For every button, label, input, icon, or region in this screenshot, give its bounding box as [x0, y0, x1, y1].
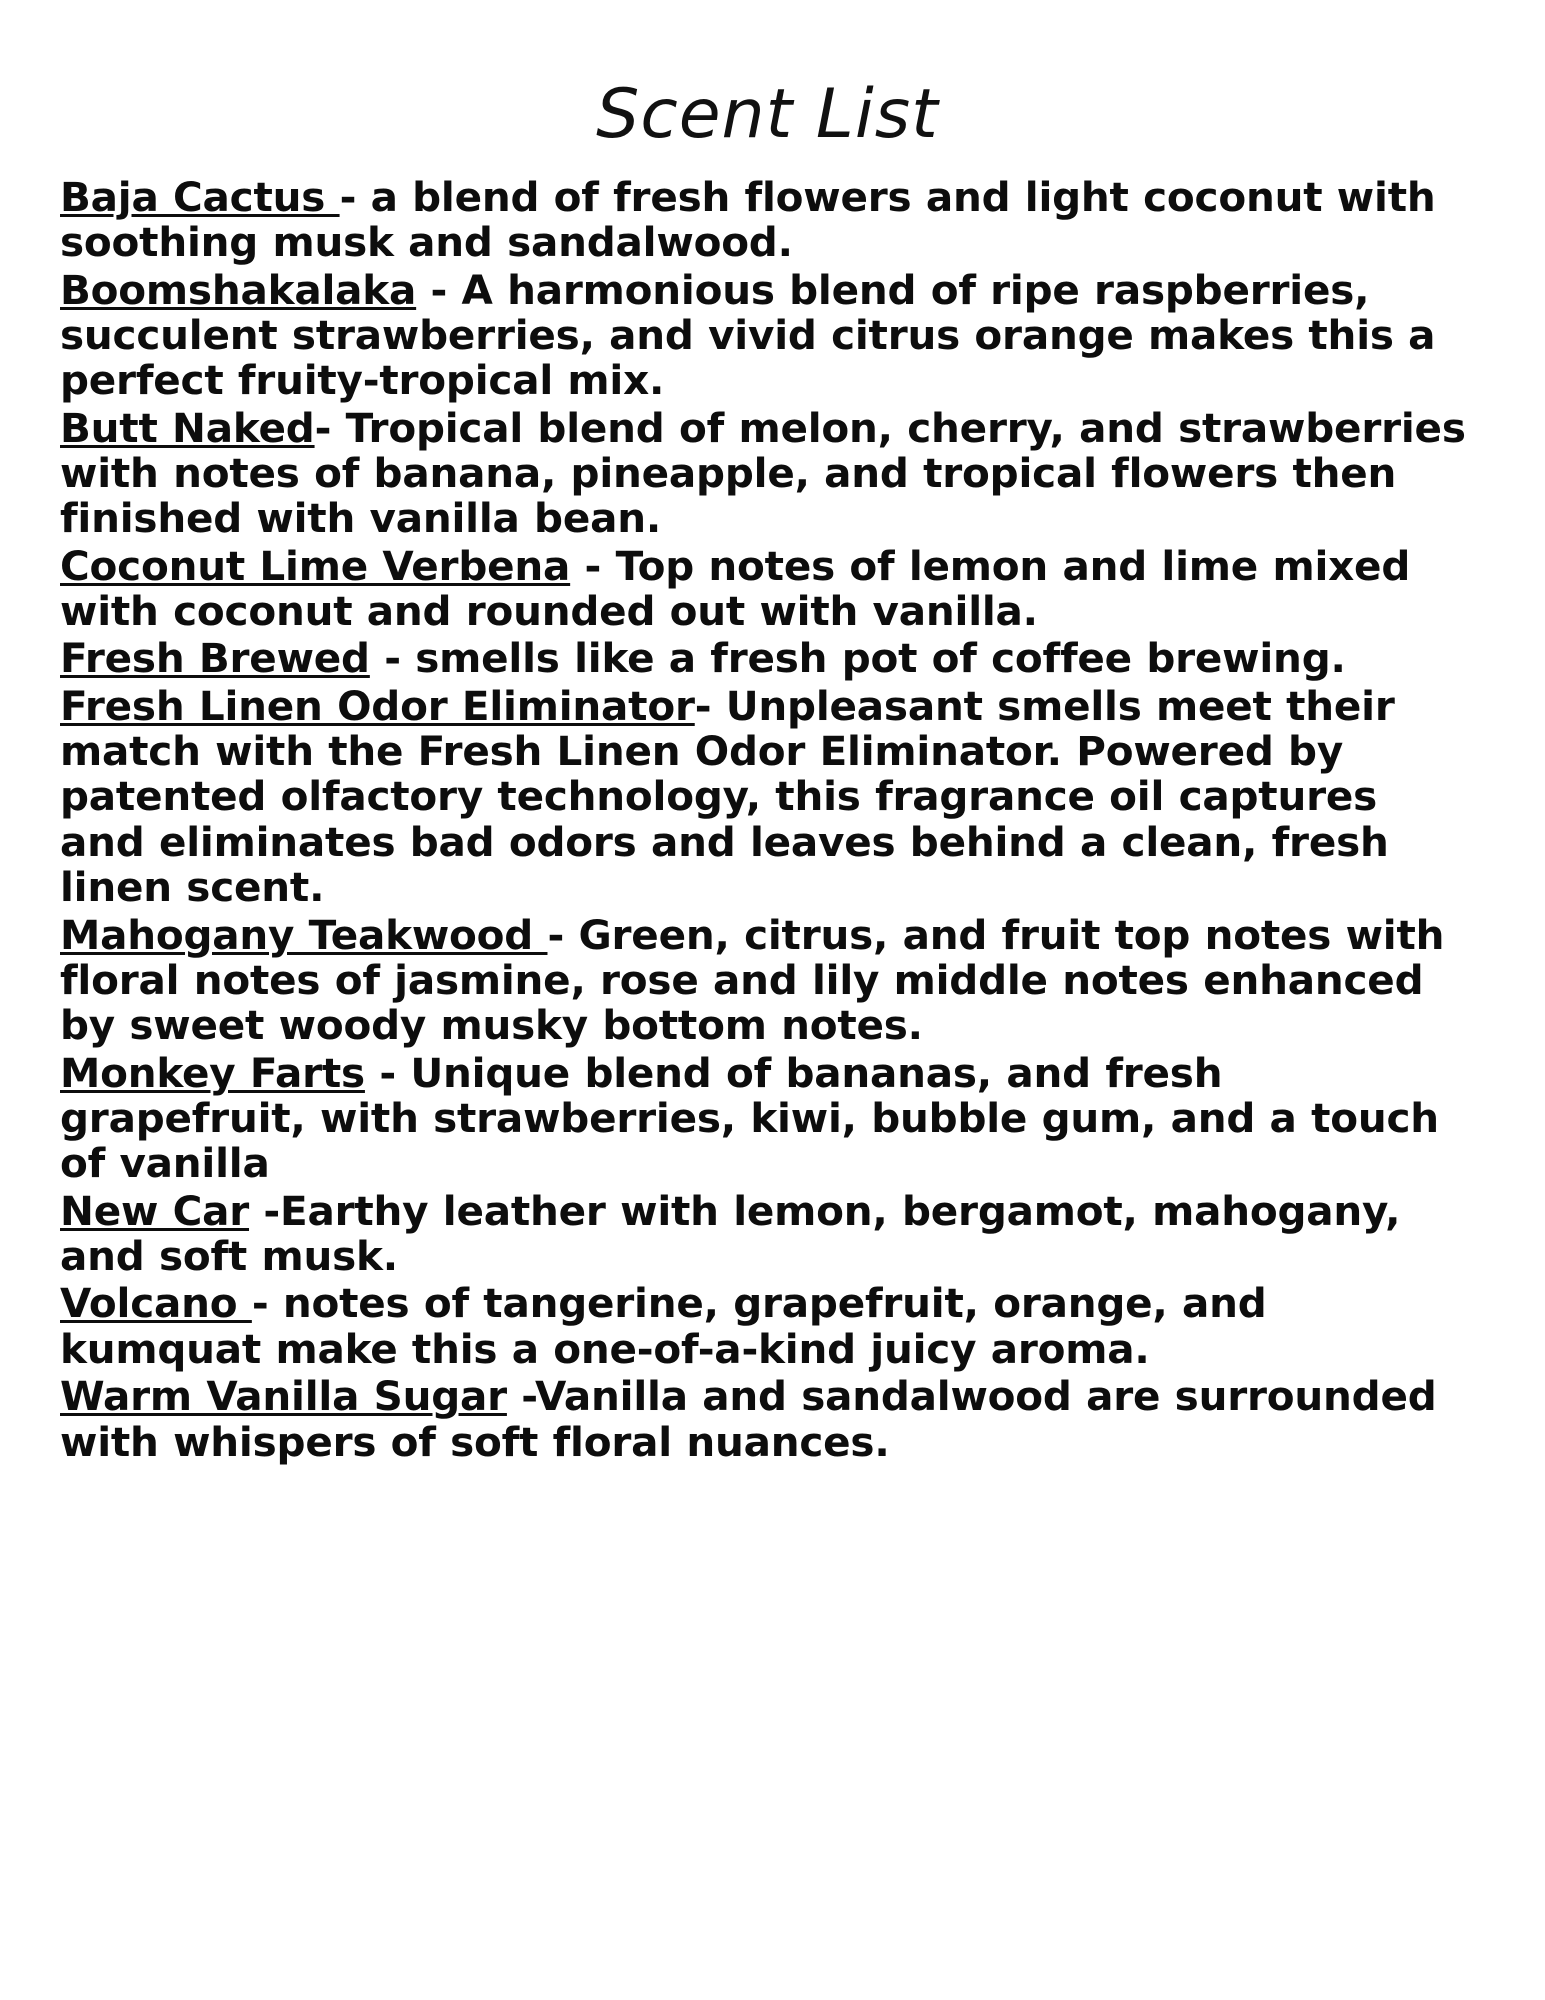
page-title: Scent List	[596, 75, 939, 154]
list-item	[60, 1186, 1475, 1281]
scent-description: - a blend of fresh flowers and light coconut with soothing musk and sandalwood.	[60, 172, 1436, 267]
list-item	[60, 541, 1475, 636]
list-item	[60, 172, 1475, 267]
list-item	[60, 265, 1475, 405]
scent-name: Boomshakalaka	[60, 265, 417, 314]
scent-name: Fresh Linen Odor Eliminator	[60, 681, 695, 730]
scent-description: - Green, citrus, and fruit top notes with floral notes of jasmine, rose and lily middle notes enhanced by sweet woody musky bottom notes.	[60, 910, 1445, 1050]
scent-description: - notes of tangerine, grapefruit, orange, and kumquat make this a one-of-a-kind juicy aroma.	[60, 1279, 1267, 1373]
scent-name: Butt Naked	[60, 403, 315, 452]
scent-name: New Car	[60, 1186, 250, 1235]
scent-description: - Unpleasant smells meet their match with the Fresh Linen Odor Eliminator. Powered by patented olfactory technology, this fragrance oil captures and eliminates bad odors and leaves behind a clean, fresh linen scent.	[60, 681, 1395, 912]
scent-list	[60, 172, 1475, 1466]
list-item	[60, 1374, 1475, 1465]
list-item	[60, 681, 1475, 912]
scent-name: Baja Cactus	[60, 172, 340, 221]
list-item	[60, 910, 1475, 1050]
scent-description: - Tropical blend of melon, cherry, and strawberries with notes of banana, pineapple, and tropical flowers then finished with vanilla bean.	[60, 403, 1466, 543]
list-item	[60, 1281, 1475, 1372]
scent-name: Monkey Farts	[60, 1048, 365, 1097]
scent-description: -Earthy leather with lemon, bergamot, mahogany, and soft musk.	[60, 1186, 1401, 1281]
scent-description: - Unique blend of bananas, and fresh grapefruit, with strawberries, kiwi, bubble gum, and a touch of vanilla	[60, 1048, 1439, 1188]
scent-description: - smells like a fresh pot of coffee brewing.	[369, 634, 1346, 683]
scent-name: Coconut Lime Verbena	[60, 541, 571, 590]
scent-name: Fresh Brewed	[60, 634, 370, 683]
list-item	[60, 636, 1475, 681]
scent-name: Mahogany Teakwood	[60, 910, 548, 959]
list-item	[60, 1048, 1475, 1188]
scent-name: Warm Vanilla Sugar	[60, 1372, 507, 1421]
scent-description: - A harmonious blend of ripe raspberries, succulent strawberries, and vivid citrus orange makes this a perfect fruity-tropical mix.	[60, 265, 1436, 405]
scent-description: - Top notes of lemon and lime mixed with coconut and rounded out with vanilla.	[60, 541, 1411, 636]
scent-name: Volcano	[60, 1279, 252, 1328]
list-item	[60, 403, 1475, 543]
scent-description: -Vanilla and sandalwood are surrounded with whispers of soft floral nuances.	[60, 1372, 1437, 1466]
